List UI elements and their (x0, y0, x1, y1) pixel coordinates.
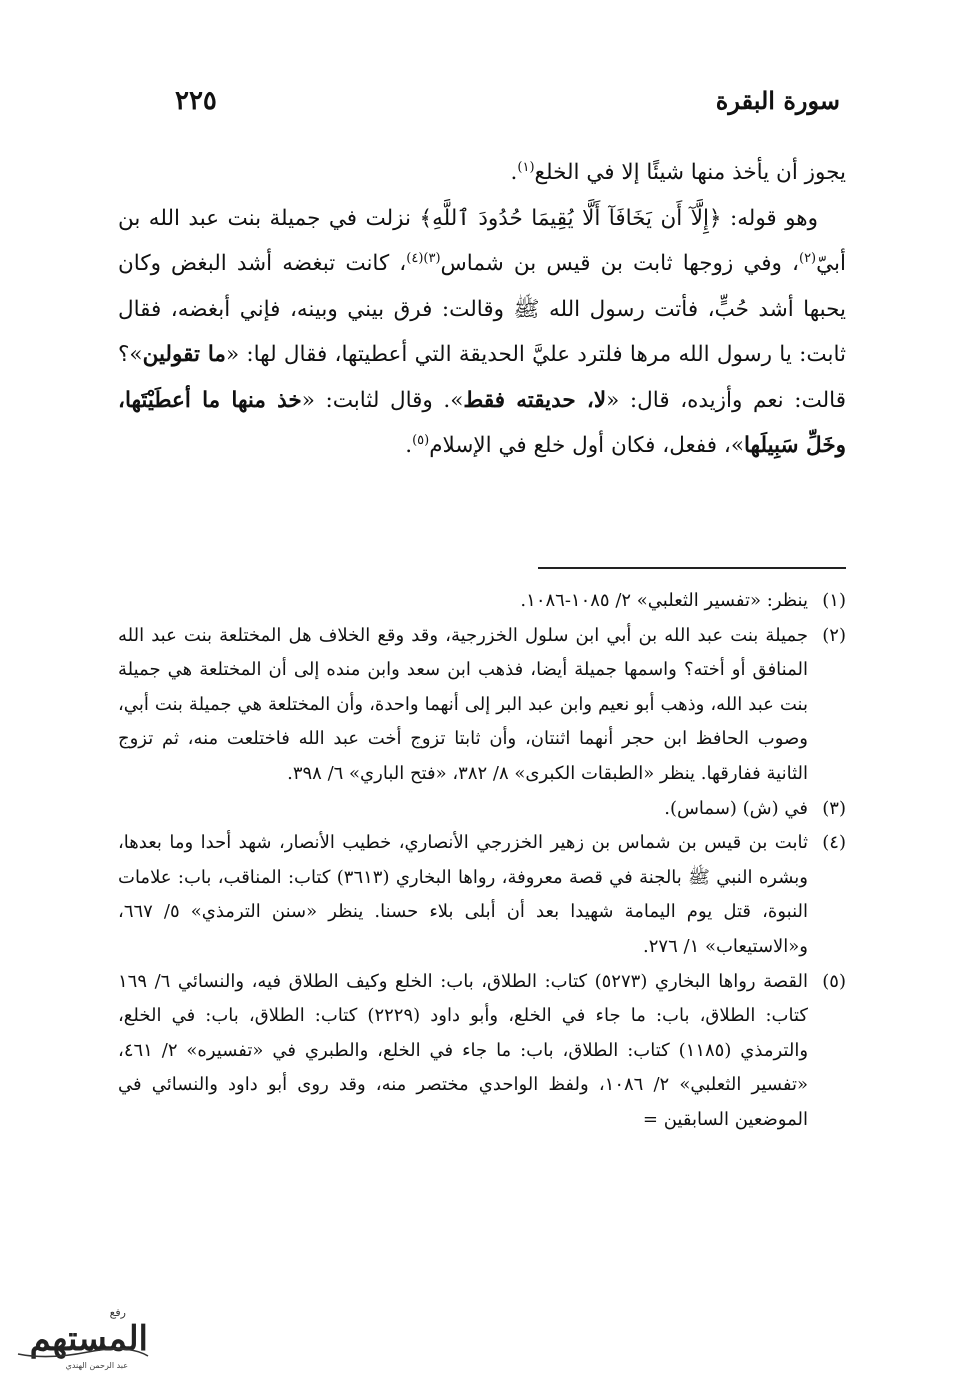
p2-text-f: ». وقال لثابت: « (301, 387, 464, 413)
p2-text-c: ، وفي زوجها ثابت بن قيس بن شماس (440, 251, 799, 276)
footnote-number: (٥) (822, 970, 846, 992)
footnote-text: ثابت بن قيس بن شماس بن زهير الخزرجي الأنصاري، خطيب الأنصار، شهد أحدا وما بعدها، وبشره النبي ﷺ بالجنة في قصة معروفة، رواها البخاري (٣٦١٣) كتاب: المناقب، باب: علامات النبوة، قتل يوم اليمامة شهيدا بعد أن أبلى بلاء حسنا. ينظر «سنن الترمذي» ٥/ ٦٦٧، و«الاستيعاب» ١/ ٢٧٦. (118, 832, 808, 957)
footnote-text: القصة رواها البخاري (٥٢٧٣) كتاب: الطلاق، باب: الخلع وكيف الطلاق فيه، والنسائي ٦/ ١٦٩ كتاب: الطلاق، باب: ما جاء في الخلع، وأبو داود (٢٢٢٩) كتاب: الطلاق، باب: في الخلع، والترمذي (١١٨٥) كتاب: الطلاق، باب: ما جاء في الخلع، والطبري في «تفسيره» ٢/ ٤٦١، «تفسير الثعلبي» ٢/ ١٠٨٦، ولفظ الواحدي مختصر منه، وقد روى أبو داود والنسائي في الموضعين السابقين = (118, 970, 809, 1130)
logo-small-text: رفع (109, 1306, 126, 1319)
p2-text-d: ، كانت تبغضه أشد البغض وكان يحبها أشد حُبٍّ، فأتت رسول الله ﷺ وقالت: فرق بيني وبينه، فإني أبغضه، فقال ثابت: يا رسول الله مرها فلترد عليَّ الحديقة التي أعطيتها، فقال لها: « (118, 251, 846, 367)
main-text (118, 150, 846, 469)
p1-text: يجوز أن يأخذ منها شيئًا إلا في الخلع (534, 160, 846, 185)
hadith-quote-1: ما تقولين (142, 342, 226, 367)
footnote-number: (٣) (822, 797, 846, 819)
p1-end: . (510, 160, 518, 185)
footnote-ref-2: (٢) (798, 250, 817, 266)
footnote-ref-1: (١) (517, 159, 535, 175)
footnote-number: (١) (822, 590, 846, 611)
footnote-2 (118, 619, 846, 792)
footnote-number: (٢) (822, 624, 846, 646)
surah-title: سورة البقرة (715, 86, 840, 115)
footnotes (118, 584, 846, 1138)
hadith-quote-3: خذ منها ما أعطَيْتَها، وخَلِّ سَبِيلَها (118, 387, 846, 458)
footnote-ref-5: (٥) (412, 432, 430, 448)
logo-main-text: المستهم (29, 1319, 148, 1359)
page-number: ٢٢٥ (175, 86, 217, 116)
p2-end: . (405, 433, 413, 458)
footnote-text: في (ش) (سماس). (664, 797, 808, 819)
logo-sub-text: عبد الرحمن الهندي (65, 1361, 128, 1370)
p2-text-a: وهو قوله: (721, 205, 818, 231)
page-header (175, 86, 840, 122)
footnote-3 (118, 792, 846, 827)
footnote-text: ينظر: «تفسير الثعلبي» ٢/ ١٠٨٥-١٠٨٦. (520, 590, 808, 611)
paragraph-1 (118, 150, 846, 196)
p2-text-e: »؟ قالت: نعم وأزيده، قال: « (118, 342, 847, 413)
footnote-4 (118, 826, 846, 964)
footnote-ref-3-4: (٣)(٤) (406, 250, 441, 266)
footnote-text: جميلة بنت عبد الله بن أبي ابن سلول الخزرجية، وقد وقع الخلاف هل المختلعة بنت عبد الله المنافق أو أخته؟ واسمها جميلة أيضا، فذهب ابن سعد وابن منده إلى أن المختلعة هي جميلة بنت عبد الله، وذهب أبو نعيم وابن عبد البر إلى أنهما واحدة، وأن المختلعة هي جميلة بنت أبي، وصوب الحافظ ابن حجر أنهما اثنتان، وأن ثابتا تزوج أخت عبد الله فاختلعت منه، ثم تزوج الثانية ففارقها. ينظر «الطبقات الكبرى» ٨/ ٣٨٢، «فتح الباري» ٦/ ٣٩٨. (118, 624, 808, 784)
quran-verse: ﴿إِلَّآ أَن يَخَافَآ أَلَّا يُقِيمَا حُدُودَ ٱللَّهِ﴾ (419, 205, 722, 231)
watermark-logo (8, 1302, 158, 1372)
footnote-5 (118, 965, 846, 1138)
p2-text-g: »، ففعل، فكان أول خلع في الإسلام (429, 433, 744, 458)
footnote-separator (538, 567, 846, 569)
hadith-quote-2: لا، حديقته فقط (463, 387, 607, 413)
footnote-1 (118, 584, 846, 619)
paragraph-2 (118, 196, 846, 469)
footnote-number: (٤) (822, 832, 846, 854)
p2-text-b: نزلت في جميلة بنت عبد الله بن أبيّ (118, 205, 847, 276)
